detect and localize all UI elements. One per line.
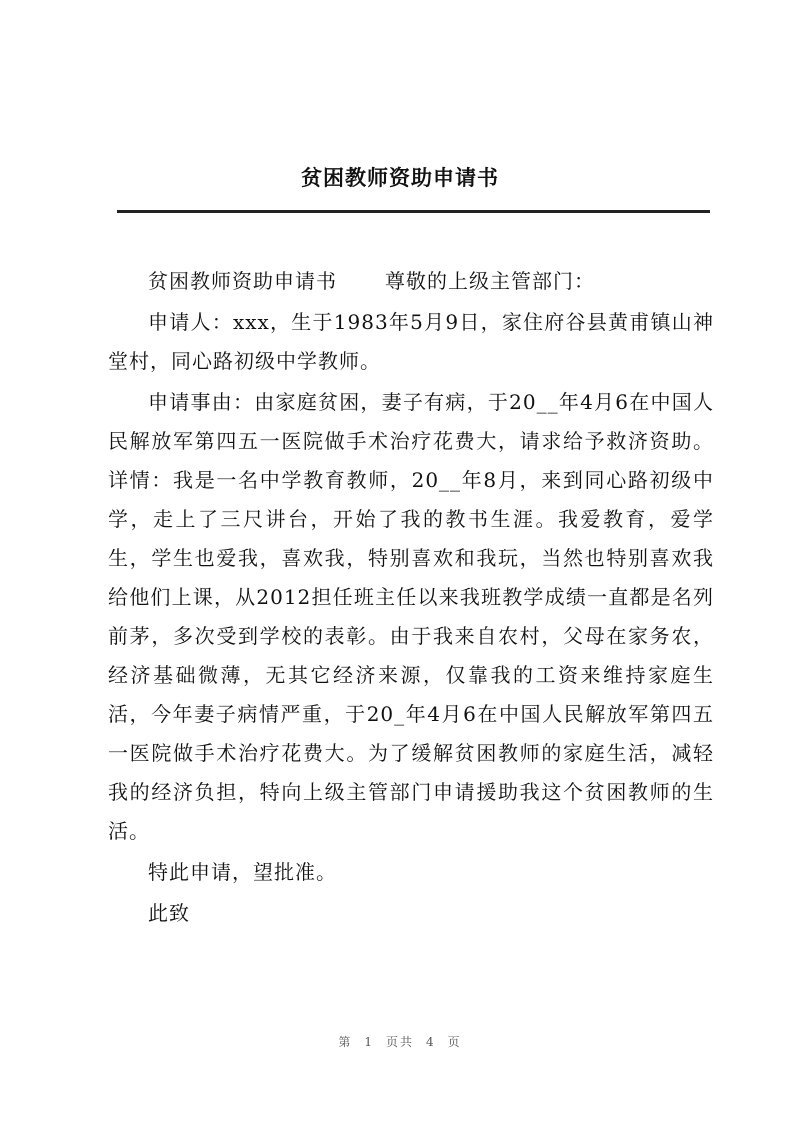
applicant-paragraph: 申请人：xxx，生于1983年5月9日，家住府谷县黄甫镇山神堂村，同心路初级中学教师。 [108, 310, 714, 373]
document-title: 贫困教师资助申请书 [301, 165, 499, 190]
footer-total-pages: 4 [426, 1035, 436, 1049]
salutation-recipient: 尊敬的上级主管部门： [385, 269, 595, 293]
reason-paragraph: 申请事由：由家庭贫困，妻子有病，于20__年4月6在中国人民解放军第四五一医院做手术治疗花费大，请求给予救济资助。详情：我是一名中学教育教师，20__年8月，来到同心路初级中学，走上了三尺讲台，开始了我的教书生涯。我爱教育，爱学生，学生也爱我，喜欢我，特别喜欢和我玩，当然也特别喜欢我给他们上课，从2012担任班主任以来我班教学成绩一直都是名列前茅，多次受到学校的表彰。由于我来自农村，父母在家务农，经济基础微薄，无其它经济来源，仅靠我的工资来维持家庭生活，今年妻子病情严重，于20_年4月6在中国人民解放军第四五一医院做手术治疗花费大。为了缓解贫困教师的家庭生活，减轻我的经济负担，特向上级主管部门申请援助我这个贫困教师的生活。 [108, 390, 714, 843]
document-body [108, 262, 714, 935]
footer-label-page: 第 [338, 1035, 353, 1049]
footer-label-end: 页 [447, 1035, 462, 1049]
footer-label-total: 页共 [385, 1035, 414, 1049]
salutation-line [108, 262, 714, 301]
footer-current-page: 1 [364, 1035, 374, 1049]
page-footer [0, 1033, 800, 1050]
salutation-prefix: 贫困教师资助申请书 [148, 269, 337, 293]
request-closing: 特此申请，望批准。 [148, 860, 337, 884]
salute-closing: 此致 [148, 901, 190, 925]
title-divider [117, 210, 710, 213]
